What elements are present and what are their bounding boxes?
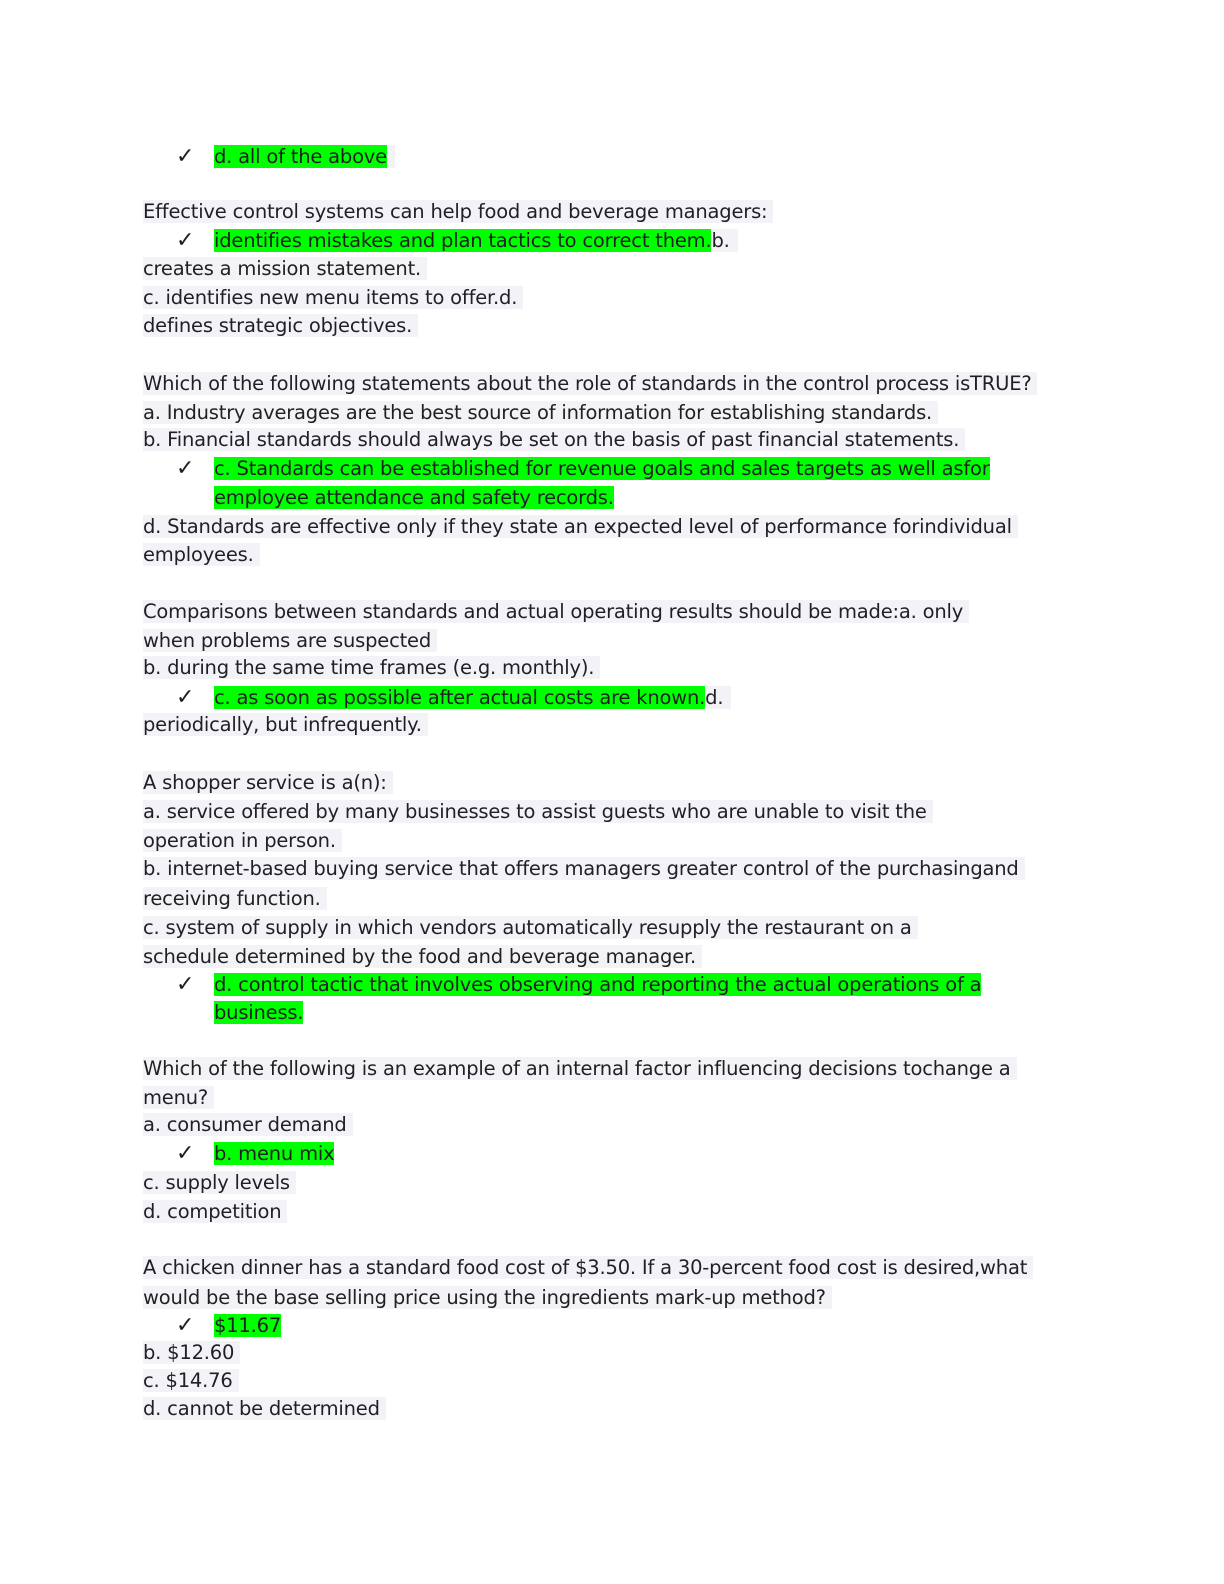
correct-answer: [214, 1312, 281, 1340]
option-text: a. consumer demand: [143, 1111, 353, 1139]
answer-highlight: employee attendance and safety records.: [214, 486, 614, 509]
question-text: A chicken dinner has a standard food cost of $3.50. If a 30-percent food cost is desired,what: [143, 1254, 1033, 1282]
check-icon: ✓: [176, 456, 195, 481]
option-text: d. competition: [143, 1198, 287, 1226]
question-text: would be the base selling price using the ingredients mark-up method?: [143, 1284, 832, 1312]
question-text: menu?: [143, 1084, 214, 1112]
check-icon: ✓: [176, 685, 195, 710]
question-text: Which of the following statements about the role of standards in the control process isTRUE?: [143, 370, 1037, 398]
question-text: A shopper service is a(n):: [143, 769, 393, 797]
check-icon: ✓: [176, 1141, 195, 1166]
option-text: c. $14.76: [143, 1367, 239, 1395]
option-text: d.: [705, 686, 724, 709]
option-text: employees.: [143, 541, 260, 569]
answer-highlight: d. control tactic that involves observing and reporting the actual operations of a: [214, 973, 982, 996]
correct-answer: [214, 971, 981, 999]
option-text: b. during the same time frames (e.g. monthly).: [143, 654, 600, 682]
option-text: receiving function.: [143, 885, 327, 913]
answer-highlight: business.: [214, 1001, 304, 1024]
question-text: Which of the following is an example of an internal factor influencing decisions tochange a: [143, 1055, 1017, 1083]
option-text: creates a mission statement.: [143, 255, 427, 283]
option-text: c. identifies new menu items to offer.d.: [143, 284, 523, 312]
correct-answer: [214, 1140, 334, 1168]
option-text: b. internet-based buying service that offers managers greater control of the purchasingand: [143, 855, 1025, 883]
option-text: c. system of supply in which vendors automatically resupply the restaurant on a: [143, 914, 918, 942]
question-text: Effective control systems can help food and beverage managers:: [143, 198, 773, 226]
question-text: when problems are suspected: [143, 627, 437, 655]
check-icon: ✓: [176, 228, 195, 253]
answer-highlight: c. as soon as possible after actual costs are known.: [214, 686, 706, 709]
correct-answer: [214, 227, 738, 255]
option-text: c. supply levels: [143, 1169, 296, 1197]
option-text: periodically, but infrequently.: [143, 711, 428, 739]
option-text: operation in person.: [143, 827, 342, 855]
correct-answer: [214, 455, 990, 483]
option-text: b.: [711, 229, 730, 252]
option-text: b. Financial standards should always be set on the basis of past financial statements.: [143, 426, 965, 454]
check-icon: ✓: [176, 1313, 195, 1338]
option-text: defines strategic objectives.: [143, 312, 418, 340]
correct-answer: [214, 143, 395, 171]
answer-highlight: d. all of the above: [214, 145, 387, 168]
correct-answer: [214, 999, 303, 1027]
answer-highlight: $11.67: [214, 1314, 282, 1337]
correct-answer: [214, 484, 614, 512]
option-text: d. Standards are effective only if they state an expected level of performance forindividual: [143, 513, 1018, 541]
answer-highlight: b. menu mix: [214, 1142, 335, 1165]
option-text: schedule determined by the food and beverage manager.: [143, 943, 702, 971]
answer-highlight: c. Standards can be established for revenue goals and sales targets as well asfor: [214, 457, 990, 480]
check-icon: ✓: [176, 972, 195, 997]
check-icon: ✓: [176, 144, 195, 169]
option-text: a. service offered by many businesses to assist guests who are unable to visit the: [143, 798, 933, 826]
correct-answer: [214, 684, 731, 712]
option-text: b. $12.60: [143, 1339, 240, 1367]
option-text: d. cannot be determined: [143, 1395, 386, 1423]
answer-highlight: identifies mistakes and plan tactics to correct them.: [214, 229, 712, 252]
option-text: a. Industry averages are the best source of information for establishing standards.: [143, 399, 938, 427]
question-text: Comparisons between standards and actual operating results should be made:a. only: [143, 598, 969, 626]
